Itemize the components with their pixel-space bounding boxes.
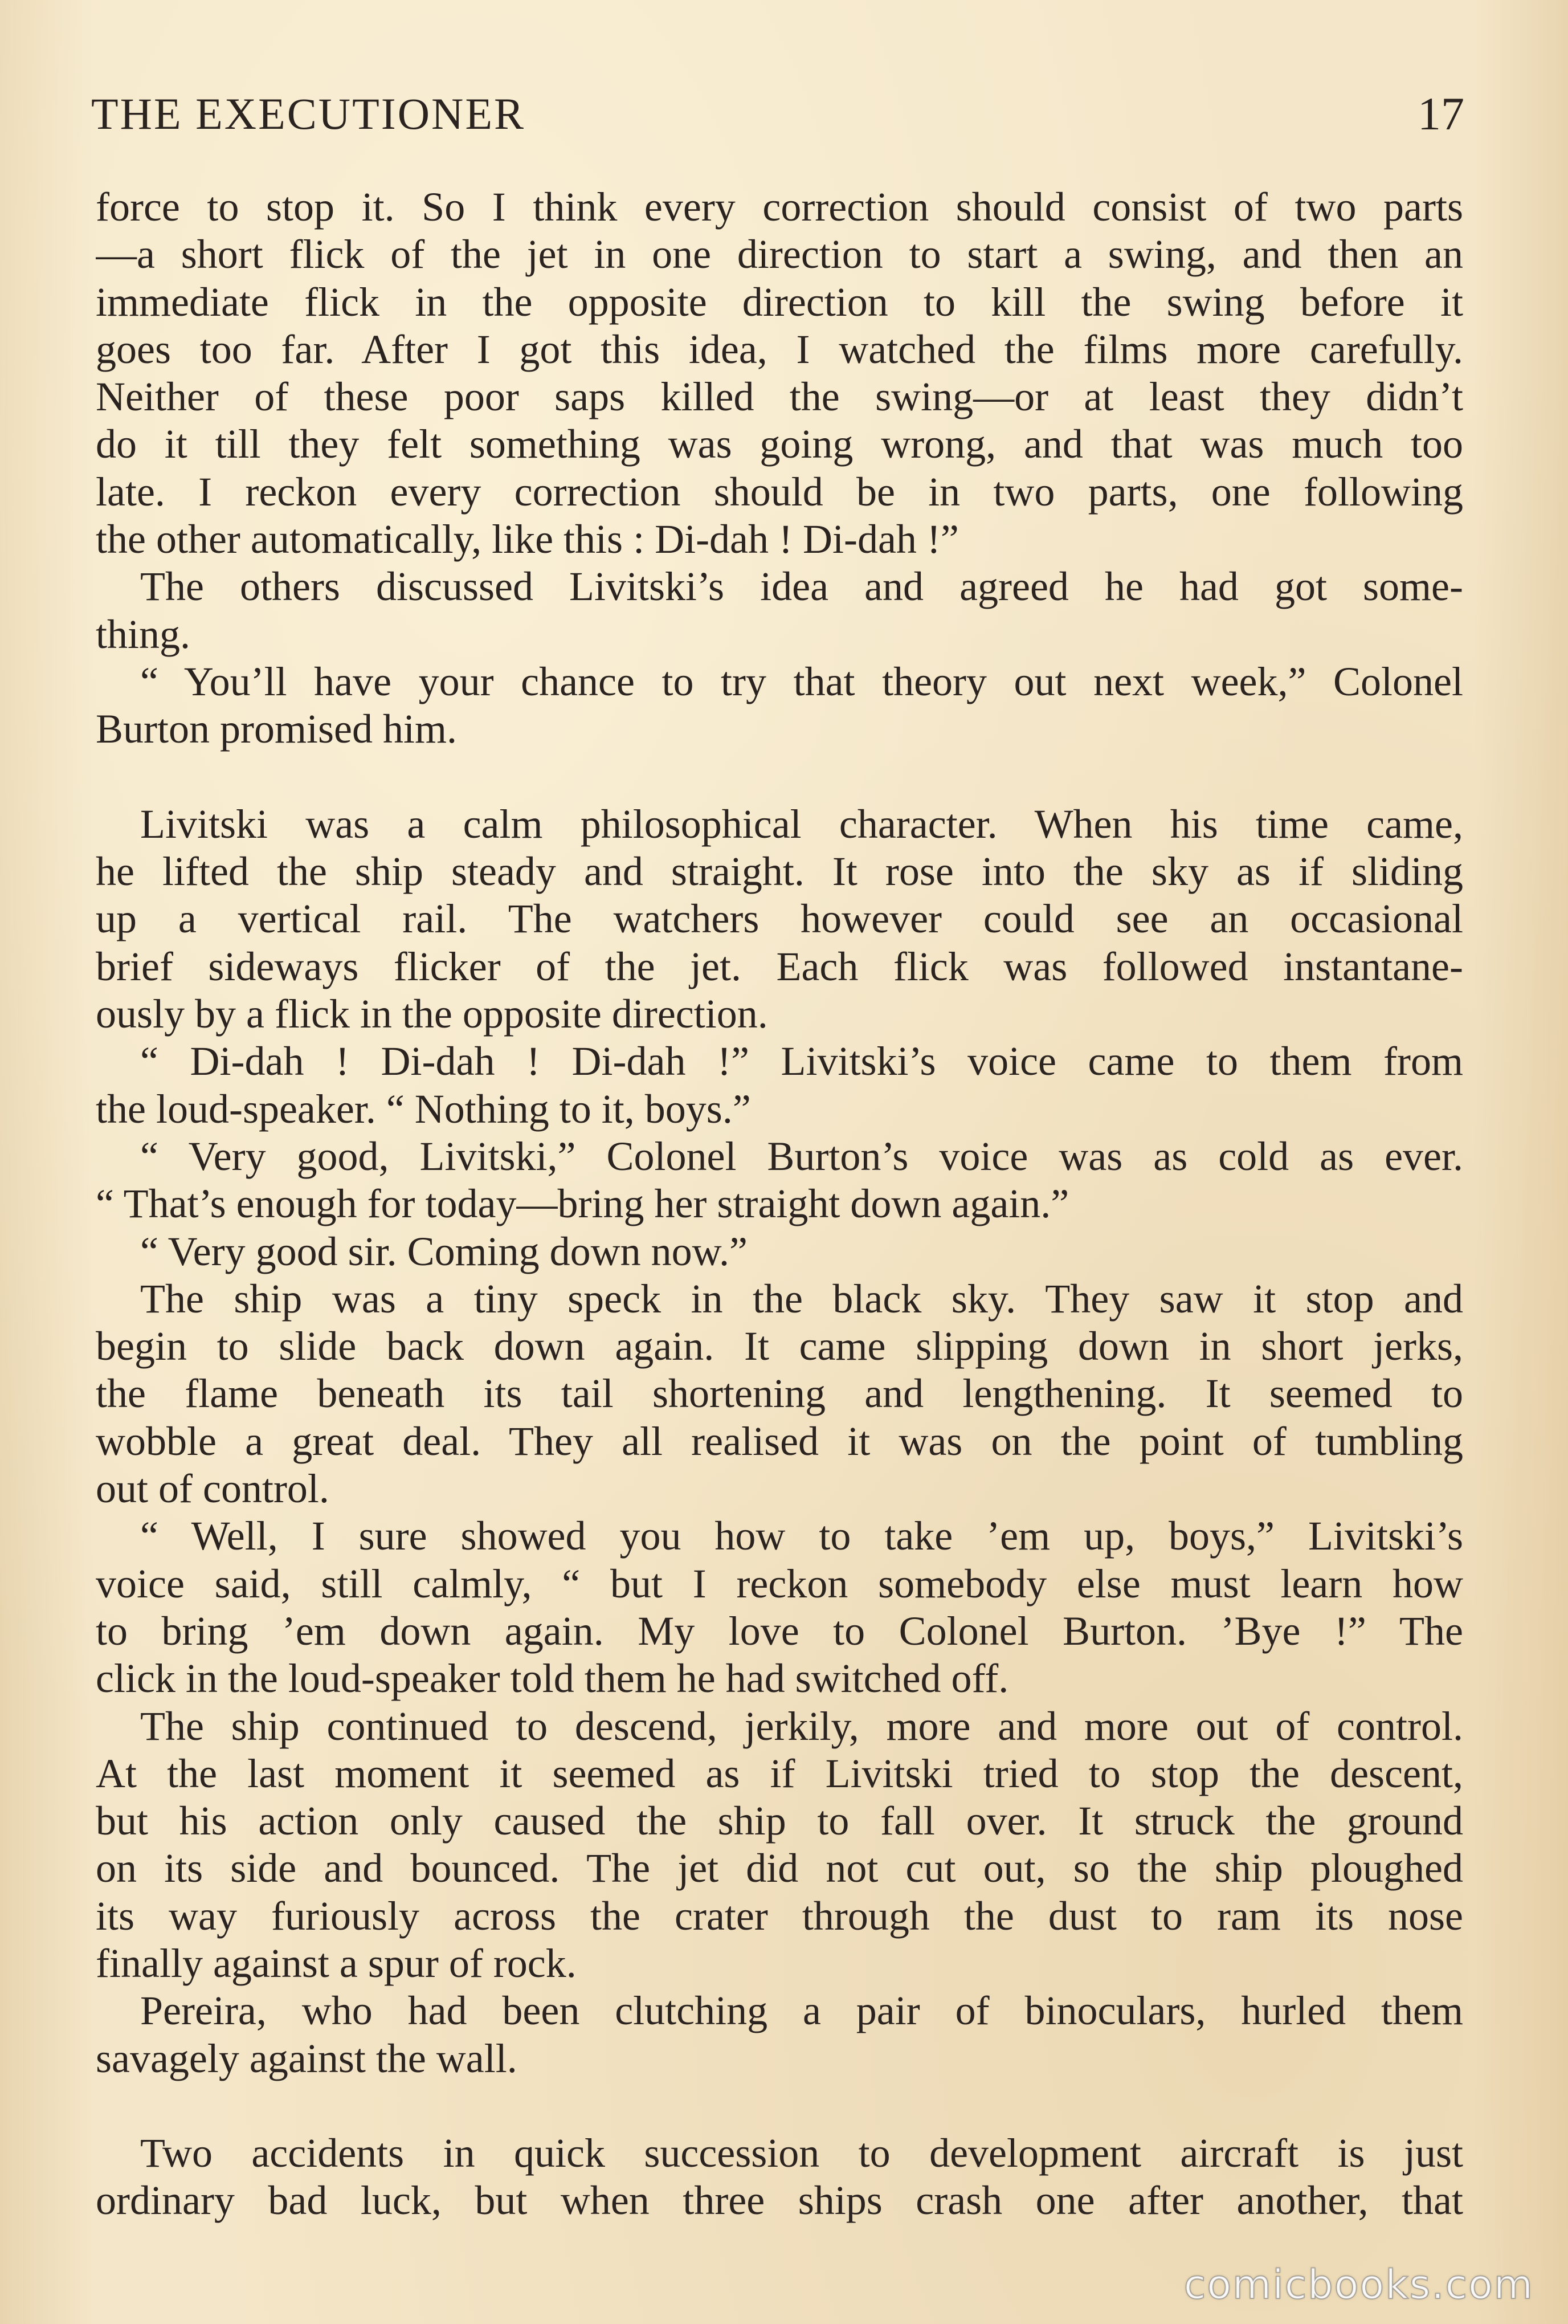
text-line: “ Well, I sure showed you how to take ’em up, boys,” Livitski’s <box>140 1513 1463 1559</box>
text-line: up a vertical rail. The watchers however could see an occasional <box>96 896 1463 942</box>
text-line: to bring ’em down again. My love to Colonel Burton. ’Bye !” The <box>96 1608 1463 1654</box>
text-line: The ship continued to descend, jerkily, more and more out of control. <box>140 1703 1463 1749</box>
text-line: “ Very good sir. Coming down now.” <box>140 1228 748 1274</box>
text-line: Pereira, who had been clutching a pair of binoculars, hurled them <box>140 1988 1463 2034</box>
text-line: goes too far. After I got this idea, I watched the films more carefully. <box>96 326 1463 372</box>
text-line: “ That’s enough for today—bring her straight down again.” <box>96 1181 1069 1227</box>
text-line: The ship was a tiny speck in the black sky. They saw it stop and <box>140 1275 1463 1322</box>
page-number: 17 <box>1418 88 1464 140</box>
text-line: the loud-speaker. “ Nothing to it, boys.” <box>96 1086 751 1132</box>
text-line: voice said, still calmly, “ but I reckon somebody else must learn how <box>96 1560 1463 1607</box>
text-line: Livitski was a calm philosophical character. When his time came, <box>140 801 1463 847</box>
text-line: ordinary bad luck, but when three ships crash one after another, that <box>96 2178 1463 2224</box>
text-line: Neither of these poor saps killed the swing—or at least they didn’t <box>96 374 1463 420</box>
text-line: the flame beneath its tail shortening and lengthening. It seemed to <box>96 1371 1463 1417</box>
text-line: savagely against the wall. <box>96 2035 517 2081</box>
text-line: he lifted the ship steady and straight. It rose into the sky as if sliding <box>96 849 1463 895</box>
text-line: —a short flick of the jet in one direction to start a swing, and then an <box>96 231 1463 278</box>
text-line: immediate flick in the opposite direction to kill the swing before it <box>96 279 1463 325</box>
section-break <box>96 2082 1463 2130</box>
section-break <box>96 753 1463 801</box>
watermark-logo: comicbooks.com <box>1183 2261 1534 2308</box>
text-line: “ You’ll have your chance to try that theory out next week,” Colonel <box>140 658 1463 704</box>
running-title: THE EXECUTIONER <box>91 89 526 138</box>
text-line: force to stop it. So I think every correction should consist of two parts <box>96 184 1463 230</box>
text-line: brief sideways flicker of the jet. Each flick was followed instantane- <box>96 943 1463 989</box>
text-line: click in the loud-speaker told them he had switched off. <box>96 1656 1009 1702</box>
text-line: thing. <box>96 611 191 657</box>
text-line: do it till they felt something was going wrong, and that was much too <box>96 421 1463 467</box>
running-head <box>91 85 1464 142</box>
text-line: wobble a great deal. They all realised it was on the point of tumbling <box>96 1418 1463 1464</box>
text-line: Burton promised him. <box>96 706 457 752</box>
text-line: Two accidents in quick succession to development aircraft is just <box>140 2130 1463 2176</box>
text-line: begin to slide back down again. It came slipping down in short jerks, <box>96 1323 1463 1369</box>
text-line: on its side and bounced. The jet did not cut out, so the ship ploughed <box>96 1845 1463 1891</box>
text-line: its way furiously across the crater through the dust to ram its nose <box>96 1893 1463 1939</box>
text-line: late. I reckon every correction should be in two parts, one following <box>96 468 1463 515</box>
text-line: but his action only caused the ship to fall over. It struck the ground <box>96 1798 1463 1844</box>
text-line: out of control. <box>96 1466 329 1512</box>
text-line: the other automatically, like this : Di-dah ! Di-dah !” <box>96 516 959 562</box>
text-line: finally against a spur of rock. <box>96 1940 577 1986</box>
text-line: At the last moment it seemed as if Livitski tried to stop the descent, <box>96 1750 1463 1796</box>
body-text <box>96 184 1463 2225</box>
text-line: “ Very good, Livitski,” Colonel Burton’s voice was as cold as ever. <box>140 1133 1463 1179</box>
text-line: “ Di-dah ! Di-dah ! Di-dah !” Livitski’s voice came to them from <box>140 1038 1463 1084</box>
text-line: ously by a flick in the opposite direction. <box>96 991 768 1037</box>
text-line: The others discussed Livitski’s idea and agreed he had got some- <box>140 564 1463 610</box>
